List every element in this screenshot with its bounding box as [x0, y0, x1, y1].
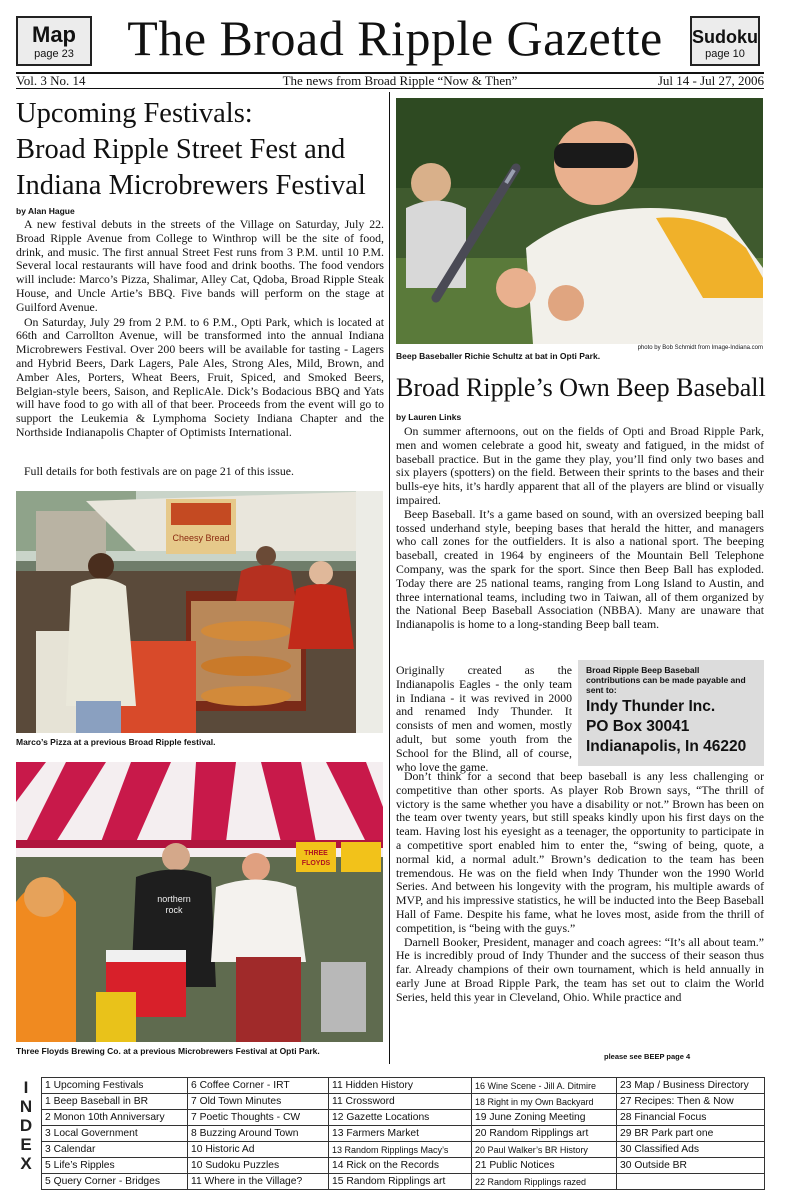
index-row	[42, 1094, 765, 1110]
pizza-stand-sign-text: Cheesy Bread	[172, 533, 230, 543]
festival-paragraph: On Saturday, July 29 from 2 P.M. to 6 P.M., Opti Park, which is located at 66th and Carrollton Avenue, will be transformed into the annual Indiana Microbrewers Festival. Over 200 beers will be available for tasting - Lagers and Hybrid Beers, Dark Lagers, Pale Ales, Strong Ales, Mild, Brown, and Amber Ales, Porters, Wheat Beers, Fruit, Spiced, and Smoked Beers, Belgian-style beers, Saison, and ReplicAle. Dick’s Bodacious BBQ and Yats will have food to go with all of that beer. Proceeds from the event will go to support the Leukemia & Lymphoma Society Indiana Chapter and the Northside Indianapolis Chapter of Optimists International.	[16, 314, 384, 439]
volume-number: Vol. 3 No. 14	[16, 73, 86, 88]
index-entry[interactable]: 20 Random Ripplings art	[472, 1126, 617, 1142]
beep-paragraph: Don’t think for a second that beep baseball is any less challenging or competitive than other sports. As player Rob Brown says, “The thrill of victory is the same whether you have a disability or not.” Brown has been on the team over twenty years, but still speaks kindly upon his first days on the team. Having lost his eyesight as a teenager, the opportunity to participate in a competitive sport enabled him to enter the, “swing of being, quote, a normal kid, a normal adult.” Brown’s dedication to the team has been tremendous. He was on the field when Indy Thunder won the 1990 World Series. And between his longevity with the program, his multiple awards of MVP, and his impressive statistics, he will be inducted into the Beep Baseball Hall of Fame. Despite his fame, what he loves most, aside from the thrill of competition, is “being with the guys.”	[396, 769, 764, 935]
masthead-rule-bottom	[16, 88, 764, 89]
index-entry[interactable]: 18 Right in my Own Backyard	[472, 1094, 617, 1110]
index-letter: X	[20, 1154, 32, 1173]
beep-body-top	[396, 425, 764, 632]
donation-po-box: PO Box 30041	[586, 718, 690, 735]
column-divider	[389, 92, 390, 1064]
index-letter: D	[19, 1116, 33, 1135]
festival-full-details	[16, 465, 384, 479]
index-entry[interactable]: 20 Paul Walker’s BR History	[472, 1142, 617, 1158]
index-entry[interactable]: 10 Historic Ad	[188, 1142, 329, 1158]
index-letter: N	[19, 1097, 33, 1116]
index-entry[interactable]: 30 Outside BR	[617, 1158, 765, 1174]
index-entry[interactable]: 27 Recipes: Then & Now	[617, 1094, 765, 1110]
three-floyds-photo	[16, 762, 383, 1042]
beep-paragraph: Beep Baseball. It’s a game based on sound, with an oversized beeping ball tossed underhand style, beeping bases that herald the hitter, and managers who call zones for the outfielders. It is also a national sport. The beeping baseball, created in 1964 by engineers of the Mountain Bell Telephone Company, was the spark for the sport. Since then Beep Ball has exploded. Today there are 25 national teams, ranging from Long Island to Austin, and three international teams, including two in Taiwan, all of them organized by the National Beep Baseball Association (NBBA). Many are unaware that Indianapolis is home to a long-standing Beep ball team.	[396, 506, 764, 632]
index-letter: I	[23, 1078, 29, 1097]
beep-body-bottom	[396, 770, 764, 1005]
continued-link[interactable]: please see BEEP page 4	[604, 1052, 691, 1061]
festival-paragraph: A new festival debuts in the streets of the Village on Saturday, July 22. Broad Ripple Avenue from College to Winthrop will be the site of food, drink, and music. The first annual Street Fest runs from 3 P.M. until 10 P.M. Several local restaurants will have food and drink booths. The food vendors will include: Marco’s Pizza, Shalimar, Alley Cat, Qdoba, Broad Ripple Steak House, and Uncle Artie’s BBQ. Five bands will perform on the stage at Guilford Avenue.	[16, 217, 384, 314]
index-row	[42, 1158, 765, 1174]
index-entry[interactable]: 29 BR Park part one	[617, 1126, 765, 1142]
beep-byline: by Lauren Links	[396, 412, 462, 422]
beep-baseball-photo	[396, 98, 763, 344]
index-entry[interactable]: 1 Beep Baseball in BR	[42, 1094, 188, 1110]
sudoku-box-page: page 10	[705, 48, 745, 60]
beep-photo-caption: Beep Baseballer Richie Schultz at bat in Opti Park.	[396, 351, 601, 361]
index-entry[interactable]: 15 Random Ripplings art	[329, 1174, 472, 1190]
index-entry[interactable]: 13 Random Ripplings Macy’s	[329, 1142, 472, 1158]
tagline: The news from Broad Ripple “Now & Then”	[282, 73, 518, 88]
sudoku-page-box[interactable]	[690, 16, 760, 66]
masthead-title: The Broad Ripple Gazette	[127, 10, 663, 66]
index-entry[interactable]: 13 Farmers Market	[329, 1126, 472, 1142]
donation-box	[578, 660, 764, 766]
beep-paragraph: Originally created as the Indianapolis Eagles - the only team in Indiana - it was revived in 2000 and renamed Indy Thunder. It consists of men and women, mostly adult, but some youth from the School for the Blind, all of course, who love the game.	[396, 663, 572, 774]
index-entry[interactable]: 14 Rick on the Records	[329, 1158, 472, 1174]
index-entry[interactable]: 11 Hidden History	[329, 1078, 472, 1094]
beep-photo-credit: photo by Bob Schmidt from Image-Indiana.com	[637, 345, 763, 351]
sudoku-box-label: Sudoku	[692, 27, 758, 47]
index-entry[interactable]: 2 Monon 10th Anniversary	[42, 1110, 188, 1126]
index-entry[interactable]: 11 Crossword	[329, 1094, 472, 1110]
festival-headline-line: Upcoming Festivals:	[16, 98, 253, 129]
index-label	[14, 1078, 38, 1173]
festival-headline	[16, 96, 384, 204]
index-entry[interactable]: 7 Old Town Minutes	[188, 1094, 329, 1110]
index-row	[42, 1174, 765, 1190]
index-entry[interactable]: 19 June Zoning Meeting	[472, 1110, 617, 1126]
index-entry[interactable]: 11 Where in the Village?	[188, 1174, 329, 1190]
marcos-pizza-photo	[16, 491, 383, 733]
issue-dates: Jul 14 - Jul 27, 2006	[657, 73, 764, 88]
marcos-pizza-caption: Marco’s Pizza at a previous Broad Ripple festival.	[16, 737, 216, 747]
festival-full-details-text: Full details for both festivals are on page 21 of this issue.	[24, 464, 294, 478]
index-entry[interactable]: 5 Life’s Ripples	[42, 1158, 188, 1174]
map-box-label: Map	[32, 22, 76, 47]
festival-headline-line: Broad Ripple Street Fest and	[16, 134, 346, 165]
donation-city: Indianapolis, In 46220	[586, 738, 747, 755]
index-entry[interactable]: 10 Sudoku Puzzles	[188, 1158, 329, 1174]
festival-byline: by Alan Hague	[16, 206, 75, 216]
index-entry[interactable]: 16 Wine Scene - Jill A. Ditmire	[472, 1078, 617, 1094]
shirt-text-1: northern	[157, 894, 191, 904]
beep-body-narrow	[396, 664, 572, 774]
beep-paragraph: Darnell Booker, President, manager and coach agrees: “It’s all about team.” He is incredibly proud of Indy Thunder and the success of their season thus far. Already champions of their own tournament, which is held annually in early June at Broad Ripple Park, the team has set out to claim the World Series, held this year in Cleveland, Ohio. While practice and	[396, 934, 764, 1004]
three-floyds-caption: Three Floyds Brewing Co. at a previous Microbrewers Festival at Opti Park.	[16, 1046, 320, 1056]
beep-headline: Broad Ripple’s Own Beep Baseball	[396, 373, 766, 402]
index-entry[interactable]: 23 Map / Business Directory	[617, 1078, 765, 1094]
index-entry[interactable]: 22 Random Ripplings razed	[472, 1174, 617, 1190]
floyds-sign-text-1: THREE	[304, 850, 328, 857]
donation-note: Broad Ripple Beep Baseball contributions can be made payable and sent to:	[586, 665, 746, 695]
index-entry[interactable]: 6 Coffee Corner - IRT	[188, 1078, 329, 1094]
floyds-sign-text-2: FLOYDS	[301, 860, 331, 867]
index-entry[interactable]: 3 Local Government	[42, 1126, 188, 1142]
index-row	[42, 1110, 765, 1126]
index-entry[interactable]: 5 Query Corner - Bridges	[42, 1174, 188, 1190]
index-entry[interactable]: 21 Public Notices	[472, 1158, 617, 1174]
index-entry[interactable]: 28 Financial Focus	[617, 1110, 765, 1126]
festival-body	[16, 218, 384, 440]
index-entry[interactable]: 7 Poetic Thoughts - CW	[188, 1110, 329, 1126]
index-row	[42, 1078, 765, 1094]
index-row	[42, 1142, 765, 1158]
map-page-box[interactable]	[16, 16, 92, 66]
index-entry[interactable]: 12 Gazette Locations	[329, 1110, 472, 1126]
index-entry[interactable]: 30 Classified Ads	[617, 1142, 765, 1158]
index-entry	[617, 1174, 765, 1190]
beep-paragraph: On summer afternoons, out on the fields of Opti and Broad Ripple Park, men and women celebrate a good hit, sweaty and fatigued, in the midst of baseball practice. But in the game they play, you’ll find only two bases and six players (spotters) on the field. Between their sprints to the bases and their bulls-eye hits, it’s hardly apparent that all of the players are blind or visually impaired.	[396, 424, 764, 507]
shirt-text-2: rock	[165, 905, 183, 915]
index-table	[41, 1077, 765, 1190]
index-letter: E	[20, 1135, 32, 1154]
map-box-page: page 23	[34, 48, 74, 60]
index-entry[interactable]: 8 Buzzing Around Town	[188, 1126, 329, 1142]
index-row	[42, 1126, 765, 1142]
donation-name: Indy Thunder Inc.	[586, 698, 716, 715]
festival-headline-line: Indiana Microbrewers Festival	[16, 170, 366, 201]
index-entry[interactable]: 1 Upcoming Festivals	[42, 1078, 188, 1094]
index-entry[interactable]: 3 Calendar	[42, 1142, 188, 1158]
